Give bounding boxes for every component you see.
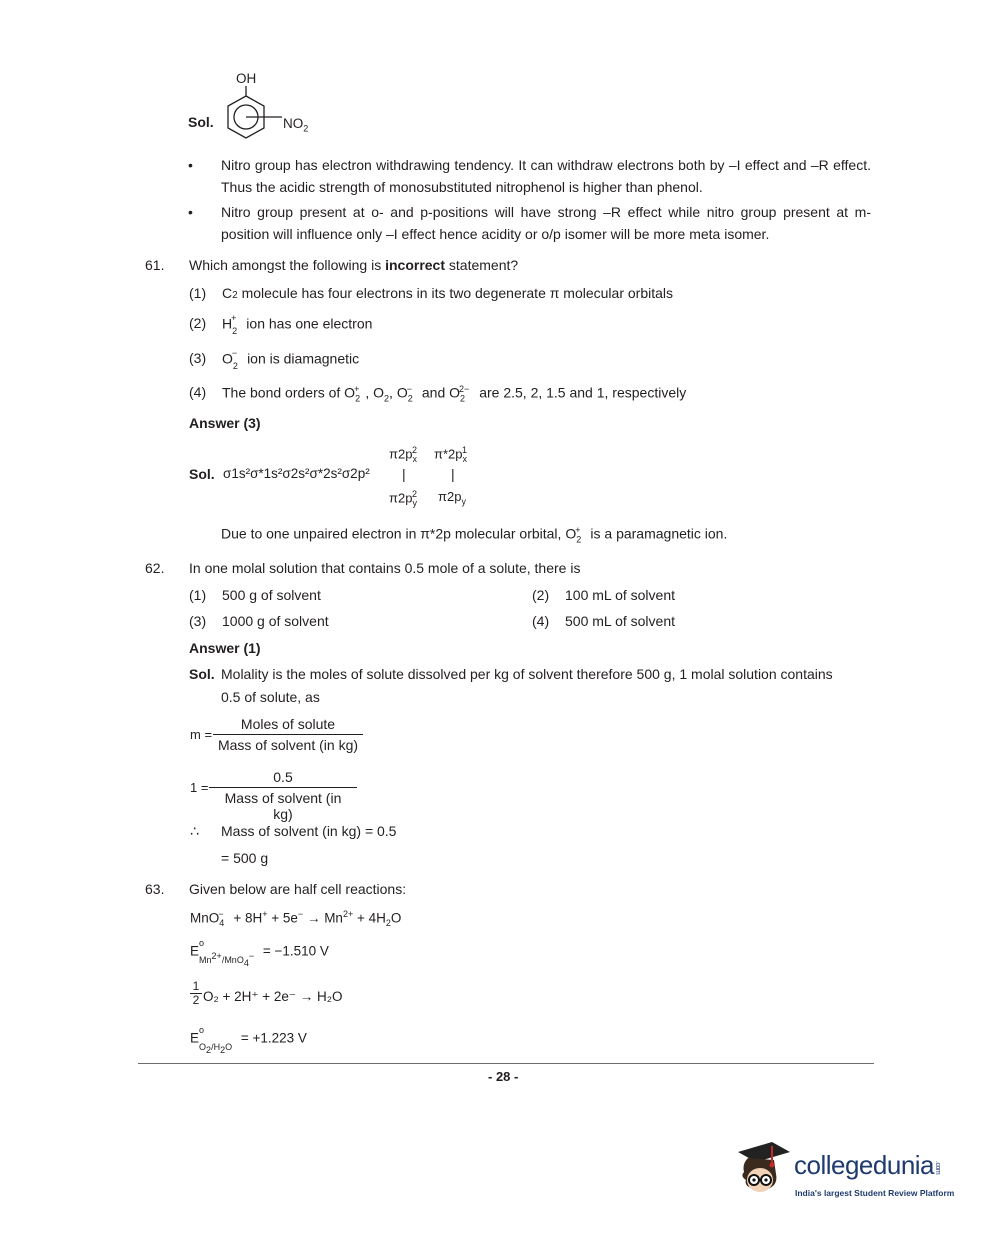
q62-eq1-numerator: Moles of solute xyxy=(213,716,363,735)
q62-answer: Answer (1) xyxy=(189,640,261,656)
q61-option-4: The bond orders of $O_2^+$ , $O_2$, $O_2^-$ and $O_2^{2-}$ are 2.5, 2, 1.5 and 1, respectively xyxy=(222,384,687,404)
q62-eq2-lhs: 1 = xyxy=(190,780,209,795)
q63-reaction-2: O₂ + 2H⁺ + 2e⁻ → H₂O xyxy=(203,989,343,1004)
q61-option-4-number: (4) xyxy=(189,384,207,400)
q62-option-1-number: (1) xyxy=(189,587,207,603)
q62-sol-label: Sol. xyxy=(189,666,215,682)
q62-eq1-lhs: m = xyxy=(190,727,213,742)
q62-eq2-fraction xyxy=(209,769,357,822)
logo-tagline: India's largest Student Review Platform xyxy=(795,1188,955,1198)
q61-question: Which amongst the following is incorrect statement? xyxy=(189,257,519,273)
q63-potential-2: $E^o_{O_2/H_2O} = +1.223$ V xyxy=(190,1025,307,1055)
q62-eq2-denominator: Mass of solvent (in kg) xyxy=(224,790,342,822)
q63-reaction-1: $MnO_4^- + 8H^+ + 5e^- \to Mn^{2+} + 4H_2O$ xyxy=(190,909,402,929)
q61-number: 61. xyxy=(145,257,165,273)
q61-pi-bottom-1: $\pi 2p_y^2$ xyxy=(389,489,417,508)
q61-answer: Answer (3) xyxy=(189,415,261,431)
q61-option-2: $H_2^+$ ion has one electron xyxy=(222,313,373,337)
q62-eq1-denominator: Mass of solvent (in kg) xyxy=(217,737,359,753)
benzene-oh-label: OH xyxy=(236,71,257,86)
collegedunia-mascot-icon xyxy=(732,1138,794,1200)
page-number: - 28 - xyxy=(488,1069,519,1084)
q61-option-3: $O_2^-$ ion is diamagnetic xyxy=(222,348,360,372)
q61-option-1: C2 molecule has four electrons in its two degenerate π molecular orbitals xyxy=(222,285,674,301)
q61-pi-top-2: $\pi*2p_x^1$ xyxy=(434,445,468,464)
q61-option-3-number: (3) xyxy=(189,350,207,366)
q62-sol-line-2: 0.5 of solute, as xyxy=(221,689,320,705)
bullet-text-1: Nitro group has electron withdrawing tendency. It can withdraw electrons both by –I effect and –R effect. Thus the acidic strength of monosubstituted nitrophenol is higher than phenol. xyxy=(221,157,871,195)
q63-half-fraction: $\frac{1}{2}$ xyxy=(190,980,202,1007)
bullet-dot: • xyxy=(188,157,193,173)
q62-eq1-fraction xyxy=(213,716,363,753)
q63-potential-1: $E^o_{Mn^{2+}/MnO_4^-} = -1.510$ V xyxy=(190,938,329,968)
q61-config-divider: | xyxy=(402,466,406,482)
bullet-dot: • xyxy=(188,204,193,220)
q62-option-2-number: (2) xyxy=(532,587,550,603)
logo-name: collegedunia.com xyxy=(794,1150,942,1180)
q61-sol-label: Sol. xyxy=(189,466,215,482)
q61-pi-bottom-2: $\pi 2p_y$ xyxy=(438,489,466,507)
q62-question: In one molal solution that contains 0.5 mole of a solute, there is xyxy=(189,560,581,576)
q61-config: σ1s²σ*1s²σ2s²σ*2s²σ2p² xyxy=(223,466,370,481)
q62-result-2: = 500 g xyxy=(221,850,269,866)
q62-sol-line-1: Molality is the moles of solute dissolved per kg of solvent therefore 500 g, 1 molal solution contains xyxy=(221,666,833,682)
q63-question: Given below are half cell reactions: xyxy=(189,881,407,897)
q61-sol-text: Due to one unpaired electron in π*2p molecular orbital, $O_2^+$ is a paramagnetic ion. xyxy=(221,525,728,545)
nitro-label: $NO_2$ xyxy=(283,116,309,134)
q62-option-4-number: (4) xyxy=(532,613,550,629)
q62-number: 62. xyxy=(145,560,165,576)
therefore-symbol: ∴ xyxy=(190,823,199,839)
q62-option-2: 100 mL of solvent xyxy=(565,587,675,603)
q63-number: 63. xyxy=(145,881,165,897)
sol-label-top: Sol. xyxy=(188,114,214,130)
q62-option-1: 500 g of solvent xyxy=(222,587,321,603)
q61-option-2-number: (2) xyxy=(189,315,207,331)
footer-divider xyxy=(138,1063,874,1064)
q62-result-1: Mass of solvent (in kg) = 0.5 xyxy=(221,823,397,839)
q61-pi-top-1: $\pi 2p_x^2$ xyxy=(389,445,417,464)
bullet-text-2: Nitro group present at o- and p-positions will have strong –R effect while nitro group present at m-position will influence only –I effect hence acidity or o/p isomer will be more meta isomer. xyxy=(221,204,871,242)
q61-option-1-number: (1) xyxy=(189,285,207,301)
q61-config-divider: | xyxy=(451,466,455,482)
q62-option-3: 1000 g of solvent xyxy=(222,613,329,629)
q62-option-4: 500 mL of solvent xyxy=(565,613,675,629)
q62-option-3-number: (3) xyxy=(189,613,207,629)
q62-eq2-numerator: 0.5 xyxy=(209,769,357,788)
